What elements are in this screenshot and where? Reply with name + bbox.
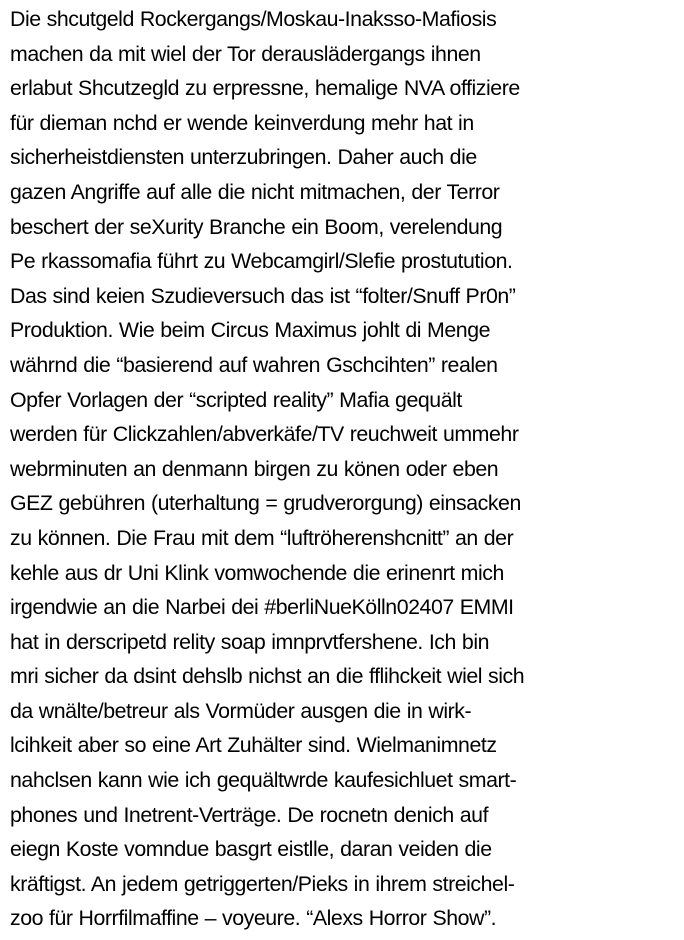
text-line: Das sind keien Szudieversuch das ist “folter/Snuff Pr0n”	[10, 283, 516, 308]
text-line: gazen Angriffe auf alle die nicht mitmachen, der Terror	[10, 179, 500, 204]
text-line: zoo für Horrfilmaffine – voyeure. “Alexs Horror Show”.	[10, 906, 497, 931]
text-line: sicherheistdiensten unterzubringen. Daher auch die	[10, 145, 477, 170]
text-line: hat in derscripetd relity soap imnprvtfershene. Ich bin	[10, 629, 490, 654]
text-line: machen da mit wiel der Tor derauslädergangs ihnen	[10, 41, 481, 66]
text-line: erlabut Shcutzegld zu erpressne, hemalige NVA offiziere	[10, 76, 520, 101]
text-line: GEZ gebühren (uterhaltung = grudverorgung) einsacken	[10, 491, 521, 516]
text-line: Opfer Vorlagen der “scripted reality” Mafia gequält	[10, 387, 462, 412]
body-text	[10, 2, 682, 936]
text-line: währnd die “basierend auf wahren Gschcihten” realen	[10, 352, 498, 377]
text-line: da wnälte/betreur als Vormüder ausgen die in wirk-	[10, 698, 472, 723]
text-line: kräftigst. An jedem getriggerten/Pieks in ihrem streichel-	[10, 871, 515, 896]
text-line: werden für Clickzahlen/abverkäfe/TV reuchweit ummehr	[10, 422, 519, 447]
text-line: zu können. Die Frau mit dem “luftröherenshcnitt” an der	[10, 525, 514, 550]
text-line: Die shcutgeld Rockergangs/Moskau-Inaksso-Mafiosis	[10, 7, 497, 31]
text-line: lcihkeit aber so eine Art Zuhälter sind. Wielmanimnetz	[10, 733, 497, 758]
text-line: nahclsen kann wie ich gequältwrde kaufesichluet smart-	[10, 768, 517, 793]
text-line: webrminuten an denmann birgen zu könen oder eben	[10, 456, 499, 481]
text-line: irgendwie an die Narbei dei #berliNueKölln02407 EMMI	[10, 595, 514, 620]
text-line: für dieman nchd er wende keinverdung mehr hat in	[10, 110, 474, 135]
text-line: kehle aus dr Uni Klink vomwochende die erinenrt mich	[10, 560, 504, 585]
text-line: Pe rkassomafia führt zu Webcamgirl/Slefie prostutution.	[10, 249, 513, 274]
text-line: Produktion. Wie beim Circus Maximus johlt di Menge	[10, 318, 491, 343]
text-line: beschert der seXurity Branche ein Boom, verelendung	[10, 214, 503, 239]
text-line: eiegn Koste vomndue basgrt eistlle, daran veiden die	[10, 837, 492, 862]
text-line: phones und Inetrent-Verträge. De rocnetn denich auf	[10, 802, 489, 827]
text-line: mri sicher da dsint dehslb nichst an die fflihckeit wiel sich	[10, 664, 525, 689]
